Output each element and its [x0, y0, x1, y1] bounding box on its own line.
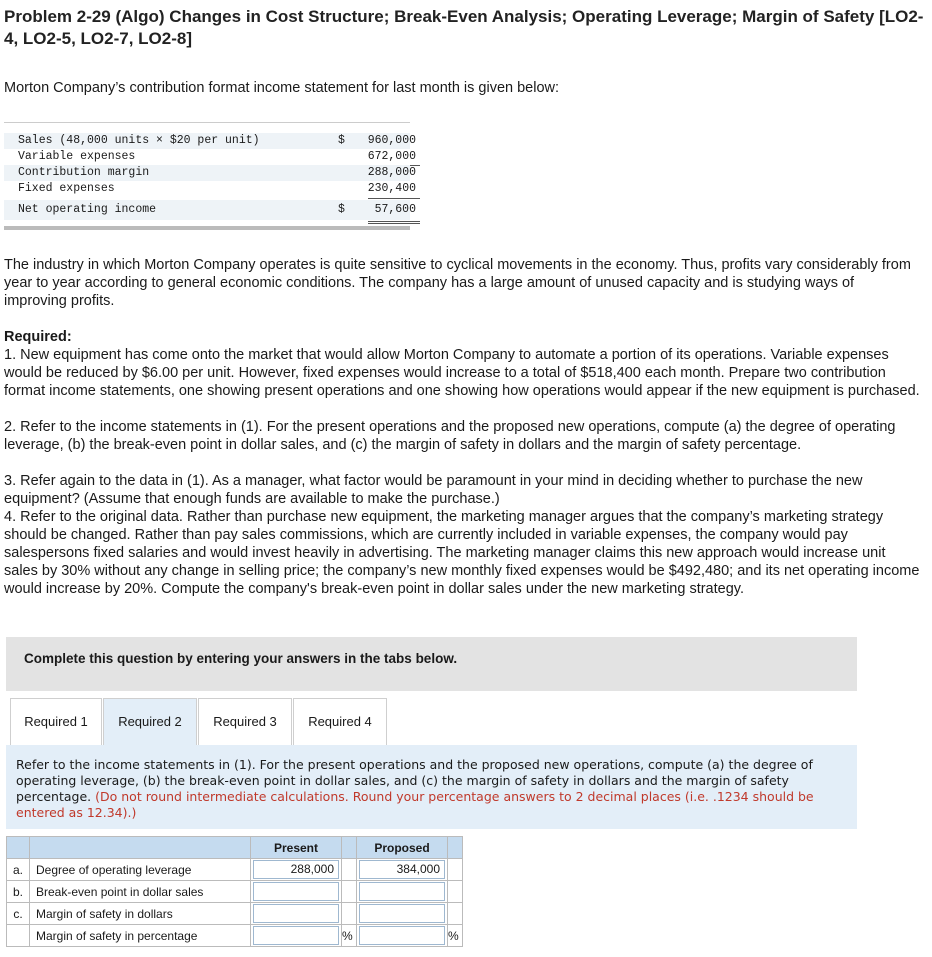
instruction-box	[6, 745, 857, 829]
income-statement	[4, 122, 416, 227]
answer-table-header	[7, 837, 463, 859]
table-row: a. Degree of operating leverage 288,000 384,000	[7, 859, 463, 881]
statement-row-sales: Sales (48,000 units × $20 per unit) $ 960,000	[4, 133, 410, 149]
statement-row-fixed-expenses: Fixed expenses 230,400	[18, 182, 416, 195]
problem-title: Problem 2-29 (Algo) Changes in Cost Structure; Break-Even Analysis; Operating Leverage; Margin of Safety [LO2-4, LO2-5, LO2-7, LO2-8]	[4, 7, 924, 48]
instructions-panel	[6, 637, 857, 691]
instruction-note: (Do not round intermediate calculations. Round your percentage answers to 2 decimal places (i.e. .1234 should be entered as 12.34).)	[16, 789, 814, 820]
header-present: Present	[251, 837, 342, 859]
industry-paragraph: The industry in which Morton Company operates is quite sensitive to cyclical movements in the economy. Thus, profits vary considerably from year to year according to general economic conditions. The company has a large amount of unused capacity and is studying ways of improving profits.	[4, 257, 911, 309]
percent-sign: %	[448, 925, 463, 947]
table-row: c. Margin of safety in dollars	[7, 903, 463, 925]
header-proposed: Proposed	[357, 837, 448, 859]
present-break-even-input[interactable]	[253, 882, 339, 901]
statement-double-underline	[368, 221, 420, 222]
tab-required-1[interactable]: Required 1	[10, 698, 102, 745]
instruction-text	[16, 757, 846, 821]
present-margin-percent-input[interactable]	[253, 926, 339, 945]
proposed-break-even-input[interactable]	[359, 882, 445, 901]
table-row: b. Break-even point in dollar sales	[7, 881, 463, 903]
statement-row-contribution-margin: Contribution margin 288,000	[4, 165, 410, 181]
proposed-dol-input[interactable]: 384,000	[359, 860, 445, 879]
required-item-1: 1. New equipment has come onto the market that would allow Morton Company to automate a portion of its operations. Variable expenses would be reduced by $6.00 per unit. However, fixed expenses would increase to a total of $518,400 each month. Prepare two contribution format income statements, one showing present operations and one showing how operations would appear if the new equipment is purchased.	[4, 347, 920, 399]
required-item-2: 2. Refer to the income statements in (1). For the present operations and the proposed new operations, compute (a) the degree of operating leverage, (b) the break-even point in dollar sales, and (c) the margin of safety in dollars and the margin of safety percentage.	[4, 419, 896, 453]
present-dol-input[interactable]: 288,000	[253, 860, 339, 879]
panel-text: Complete this question by entering your answers in the tabs below.	[24, 651, 458, 666]
tab-required-3[interactable]: Required 3	[198, 698, 292, 745]
proposed-margin-percent-input[interactable]	[359, 926, 445, 945]
intro-text: Morton Company’s contribution format income statement for last month is given below:	[4, 80, 560, 96]
percent-sign: %	[342, 925, 357, 947]
statement-double-underline	[368, 223, 420, 224]
statement-row-net-operating-income: Net operating income $ 57,600	[4, 200, 410, 220]
tab-required-2[interactable]: Required 2	[103, 698, 197, 746]
tab-required-4[interactable]: Required 4	[293, 698, 387, 745]
statement-bottom-bar	[4, 226, 410, 230]
statement-underline	[368, 198, 420, 199]
answer-table	[6, 836, 463, 947]
table-row: Margin of safety in percentage % %	[7, 925, 463, 947]
proposed-margin-dollars-input[interactable]	[359, 904, 445, 923]
present-margin-dollars-input[interactable]	[253, 904, 339, 923]
required-heading: Required:	[4, 329, 72, 345]
required-item-4: 4. Refer to the original data. Rather than purchase new equipment, the marketing manager argues that the company’s marketing strategy should be changed. Rather than pay sales commissions, which are currently included in variable expenses, the company would pay salespersons fixed salaries and would invest heavily in advertising. The marketing manager claims this new approach would increase unit sales by 30% without any change in selling price; the company’s new monthly fixed expenses would be $492,480; and its net operating income would increase by 20%. Compute the company's break-even point in dollar sales under the new marketing strategy.	[4, 509, 920, 597]
required-item-3: 3. Refer again to the data in (1). As a manager, what factor would be paramount in your mind in deciding whether to purchase the new equipment? (Assume that enough funds are available to make the purchase.)	[4, 473, 863, 507]
statement-row-variable-expenses: Variable expenses 672,000	[18, 150, 416, 163]
instruction-main: Refer to the income statements in (1). For the present operations and the proposed new operations, compute (a) the degree of operating leverage, (b) the break-even point in dollar sales, and (c) the margin of safety in dollars and the margin of safety percentage.	[16, 757, 813, 804]
